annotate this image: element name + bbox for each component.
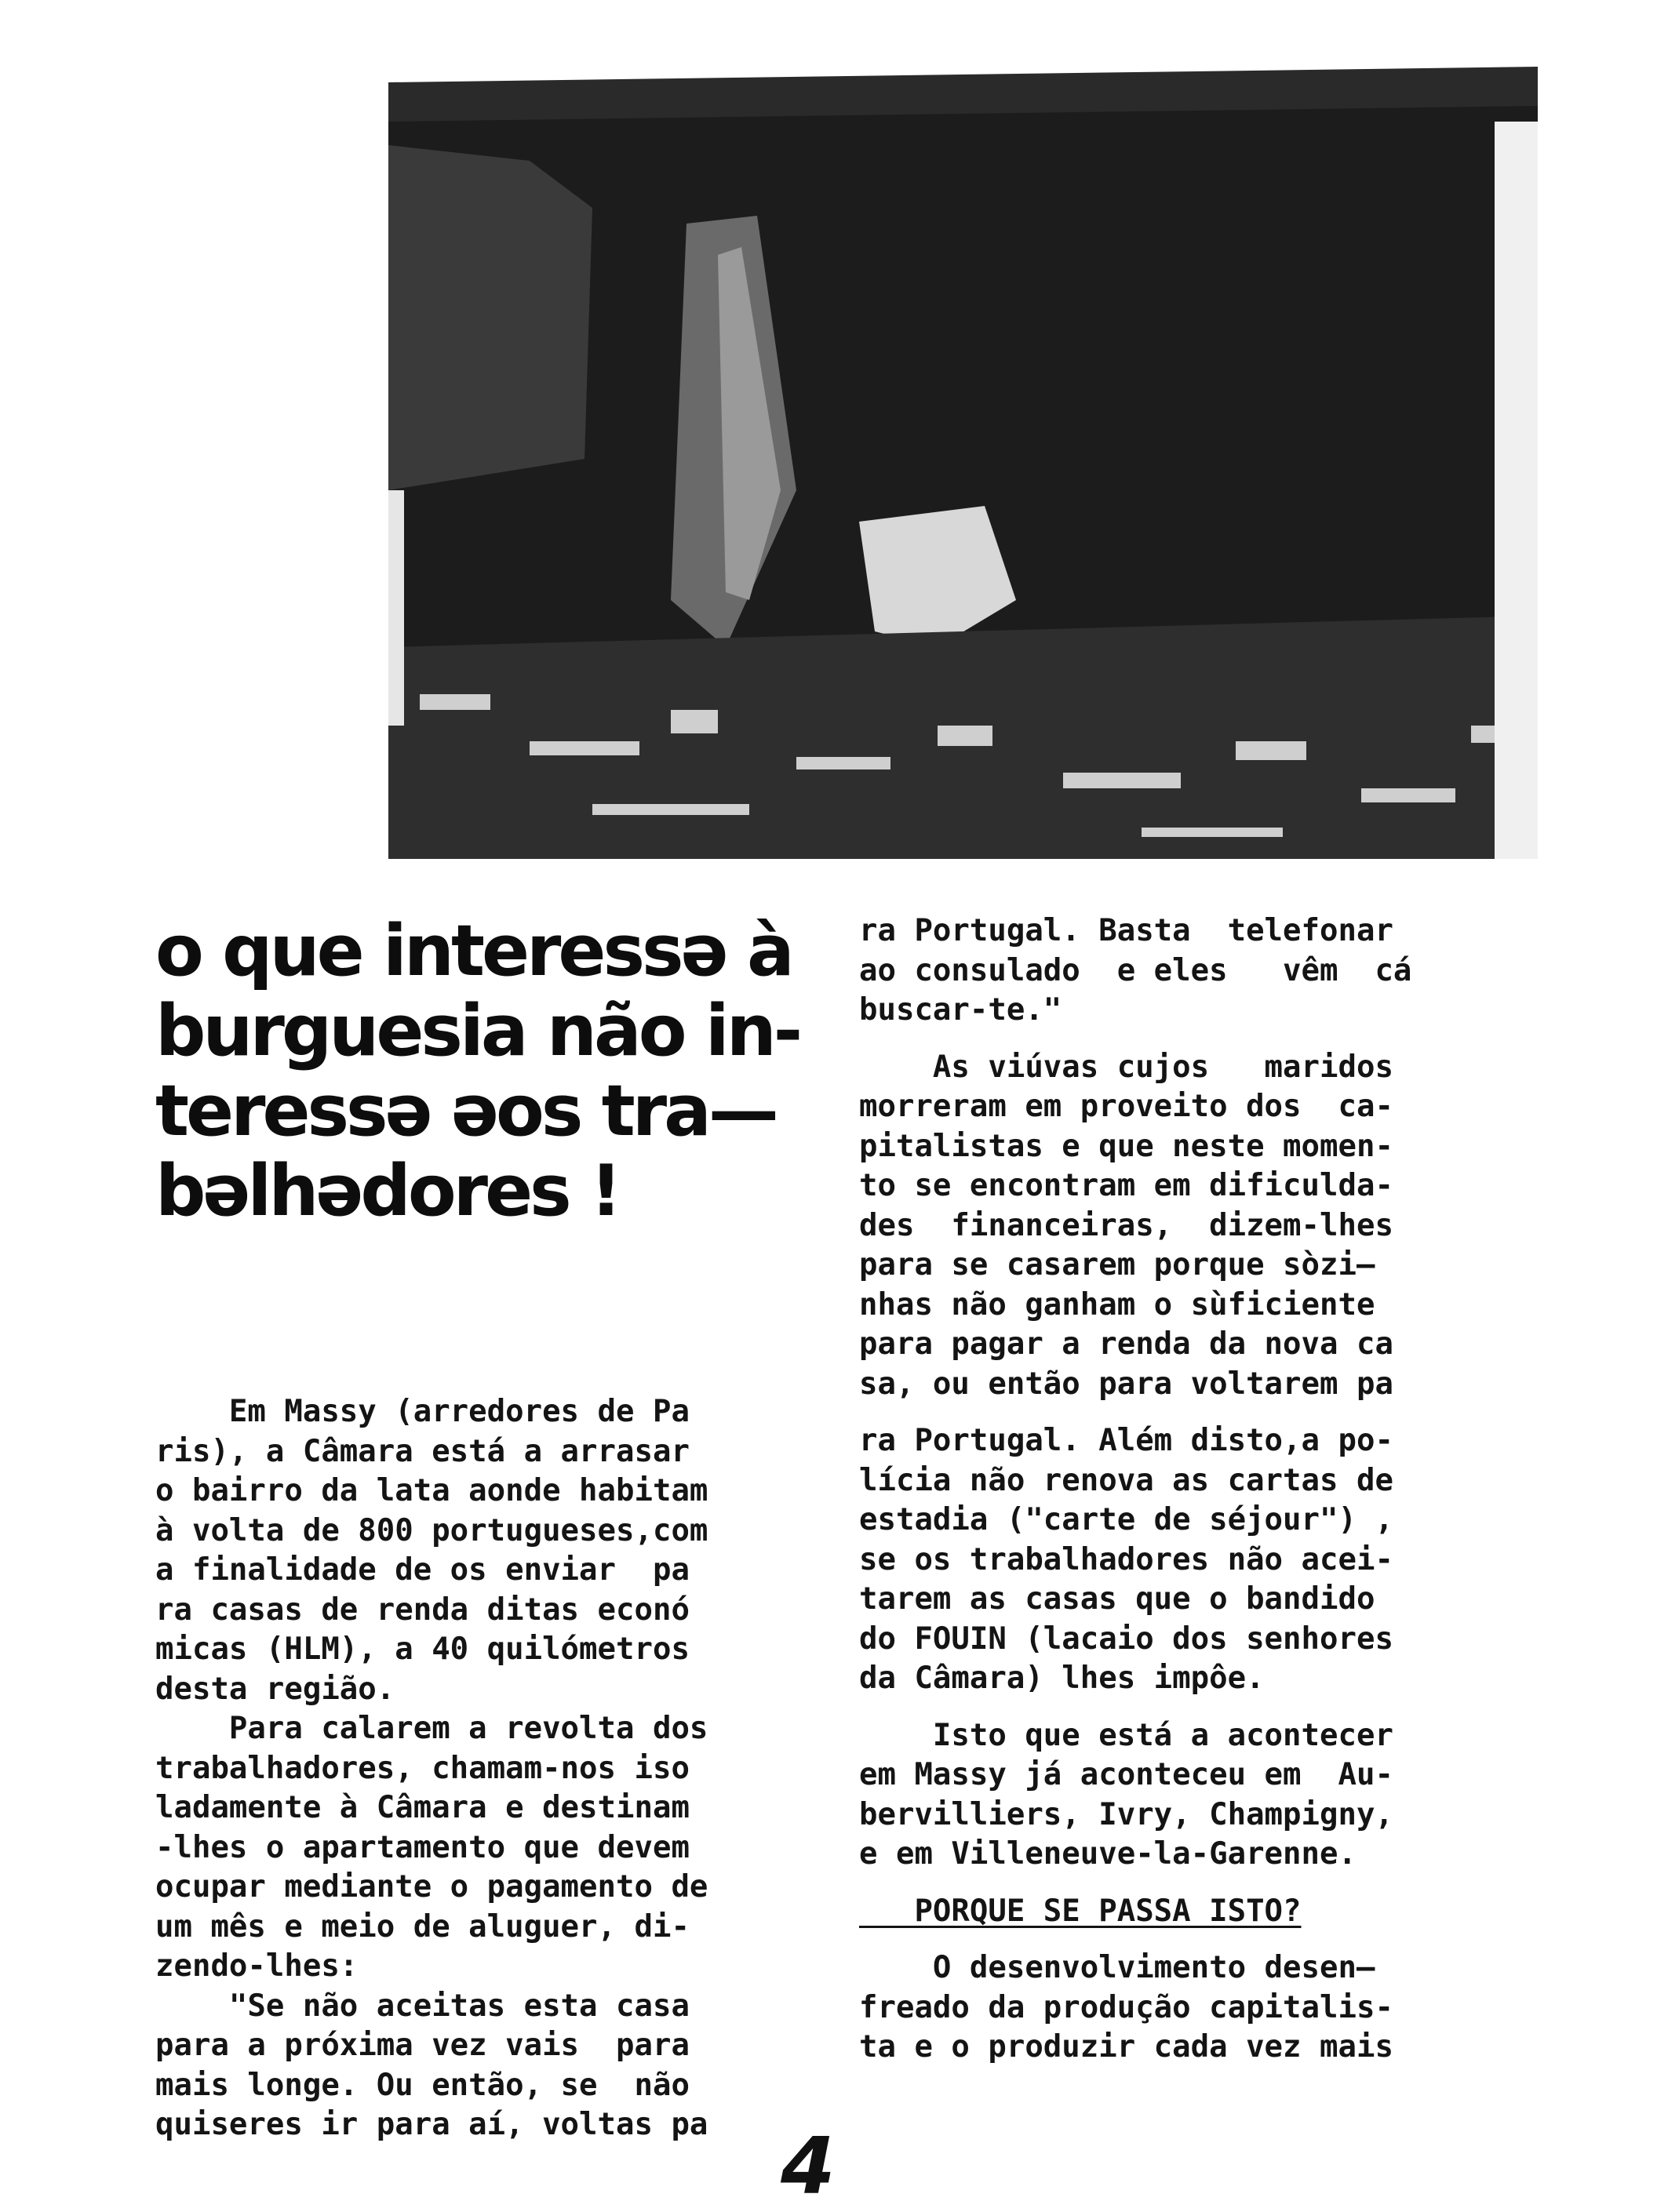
text-line: sa, ou então para voltarem pa	[859, 1366, 1393, 1402]
text-line: As viúvas cujos maridos	[859, 1049, 1393, 1085]
paragraph-gap	[859, 1699, 1487, 1716]
text-line: des financeiras, dizem-lhes	[859, 1207, 1393, 1243]
left-column	[155, 1392, 783, 2145]
text-line: ocupar mediante o pagamento de	[155, 1869, 708, 1905]
text-line: pitalistas e que neste momen-	[859, 1128, 1393, 1164]
page-number: 4	[781, 2120, 836, 2212]
photo-icon	[388, 51, 1538, 859]
text-line: ao consulado e eles vêm cá	[859, 952, 1412, 988]
text-line: se os trabalhadores não acei-	[859, 1541, 1393, 1577]
text-line: da Câmara) lhes impôe.	[859, 1661, 1265, 1696]
text-line: Em Massy (arredores de Pa	[155, 1394, 690, 1429]
text-line: para se casarem porque sòzi—	[859, 1247, 1375, 1282]
text-line: to se encontram em dificulda-	[859, 1168, 1393, 1203]
text-line: ladamente à Câmara e destinam	[155, 1790, 690, 1825]
headline-line: bəlhədores !	[155, 1150, 620, 1232]
text-line: lícia não renova as cartas de	[859, 1462, 1393, 1498]
text-line: um mês e meio de aluguer, di-	[155, 1908, 690, 1945]
text-line: "Se não aceitas esta casa	[155, 1988, 690, 2024]
text-line: buscar-te."	[859, 992, 1062, 1028]
paragraph-gap	[859, 1404, 1487, 1421]
text-line: ris), a Câmara está a arrasar	[155, 1433, 690, 1469]
text-line: freado da produção capitalis-	[859, 1989, 1393, 2025]
headline-line: o que interessə à	[155, 910, 792, 992]
right-column	[859, 911, 1487, 2068]
headline-line: teressə əos tra—	[155, 1070, 776, 1152]
text-line: ta e o produzir cada vez mais	[859, 2029, 1393, 2065]
text-line: quiseres ir para aí, voltas pa	[155, 2107, 708, 2142]
text-line: estadia ("carte de séjour") ,	[859, 1502, 1393, 1537]
section-subheading: PORQUE SE PASSA ISTO?	[859, 1893, 1302, 1929]
text-line: morreram em proveito dos ca-	[859, 1089, 1393, 1124]
text-line: Para calarem a revolta dos	[155, 1711, 708, 1746]
paragraph-gap	[859, 1031, 1487, 1048]
article-photo	[388, 51, 1538, 859]
text-line: -lhes o apartamento que devem	[155, 1829, 690, 1865]
paragraph-gap	[859, 1931, 1487, 1948]
text-line: e em Villeneuve-la-Garenne.	[859, 1836, 1357, 1872]
text-line: bervilliers, Ivry, Champigny,	[859, 1796, 1393, 1832]
text-line: Isto que está a acontecer	[859, 1717, 1393, 1753]
text-line: do FOUIN (lacaio dos senhores	[859, 1621, 1393, 1657]
text-line: trabalhadores, chamam-nos iso	[155, 1750, 690, 1786]
paragraph-gap	[859, 1875, 1487, 1892]
text-line: micas (HLM), a 40 quilómetros	[155, 1632, 690, 1667]
text-line: nhas não ganham o sùficiente	[859, 1286, 1375, 1322]
text-line: para pagar a renda da nova ca	[859, 1326, 1393, 1362]
text-line: O desenvolvimento desen—	[859, 1950, 1375, 1985]
text-line: em Massy já aconteceu em Au-	[859, 1757, 1393, 1792]
text-line: ra Portugal. Além disto,a po-	[859, 1423, 1393, 1458]
text-line: desta região.	[155, 1671, 395, 1707]
text-line: para a próxima vez vais para	[155, 2028, 690, 2063]
text-line: ra casas de renda ditas econó	[155, 1592, 690, 1628]
text-line: tarem as casas que o bandido	[859, 1581, 1375, 1617]
text-line: à volta de 800 portugueses,com	[155, 1512, 708, 1548]
text-line: a finalidade de os enviar pa	[155, 1552, 690, 1588]
headline	[155, 911, 799, 1232]
headline-line: burguesia não in-	[155, 990, 800, 1072]
text-line: ra Portugal. Basta telefonar	[859, 913, 1393, 948]
text-line: o bairro da lata aonde habitam	[155, 1473, 708, 1508]
text-line: mais longe. Ou então, se não	[155, 2067, 690, 2103]
text-line: zendo-lhes:	[155, 1948, 359, 1984]
